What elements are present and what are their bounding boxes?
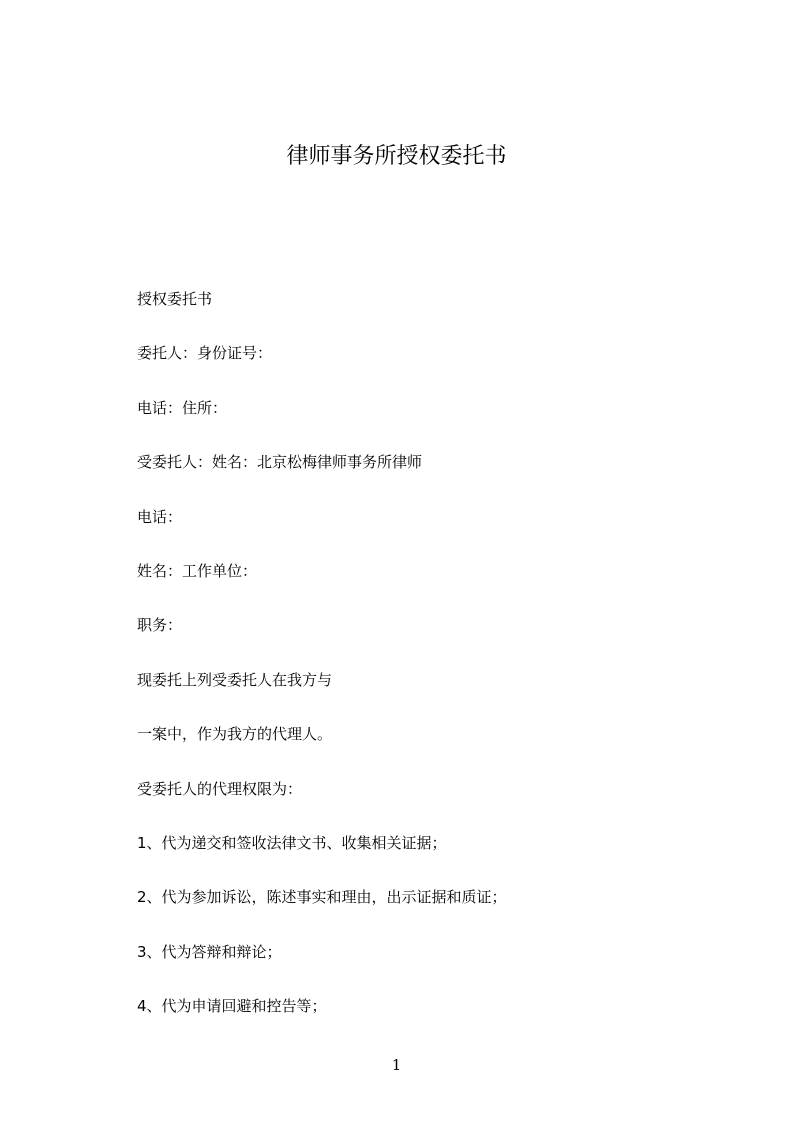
line-principal: 委托人：身份证号： (137, 344, 273, 363)
line-entrustment: 现委托上列受委托人在我方与 (137, 670, 333, 689)
line-agent: 受委托人：姓名：北京松梅律师事务所律师 (137, 453, 423, 472)
line-authority-4: 4、代为申请回避和控告等； (137, 997, 327, 1016)
document-body (137, 288, 737, 1049)
line-heading: 授权委托书 (137, 290, 213, 308)
line-agent-position: 职务： (137, 616, 183, 635)
document-title: 律师事务所授权委托书 (286, 144, 507, 169)
line-authority-heading: 受委托人的代理权限为： (137, 779, 303, 798)
line-authority-3: 3、代为答辩和辩论； (137, 942, 282, 961)
page-number: 1 (391, 1056, 402, 1074)
line-agent-name-employer: 姓名：工作单位： (137, 561, 258, 580)
line-authority-2: 2、代为参加诉讼，陈述事实和理由，出示证据和质证； (137, 888, 507, 907)
line-principal-contact: 电话：住所： (137, 398, 228, 417)
line-agent-phone: 电话： (137, 507, 183, 526)
line-case: 一案中，作为我方的代理人。 (137, 725, 333, 744)
line-authority-1: 1、代为递交和签收法律文书、收集相关证据； (137, 833, 447, 852)
